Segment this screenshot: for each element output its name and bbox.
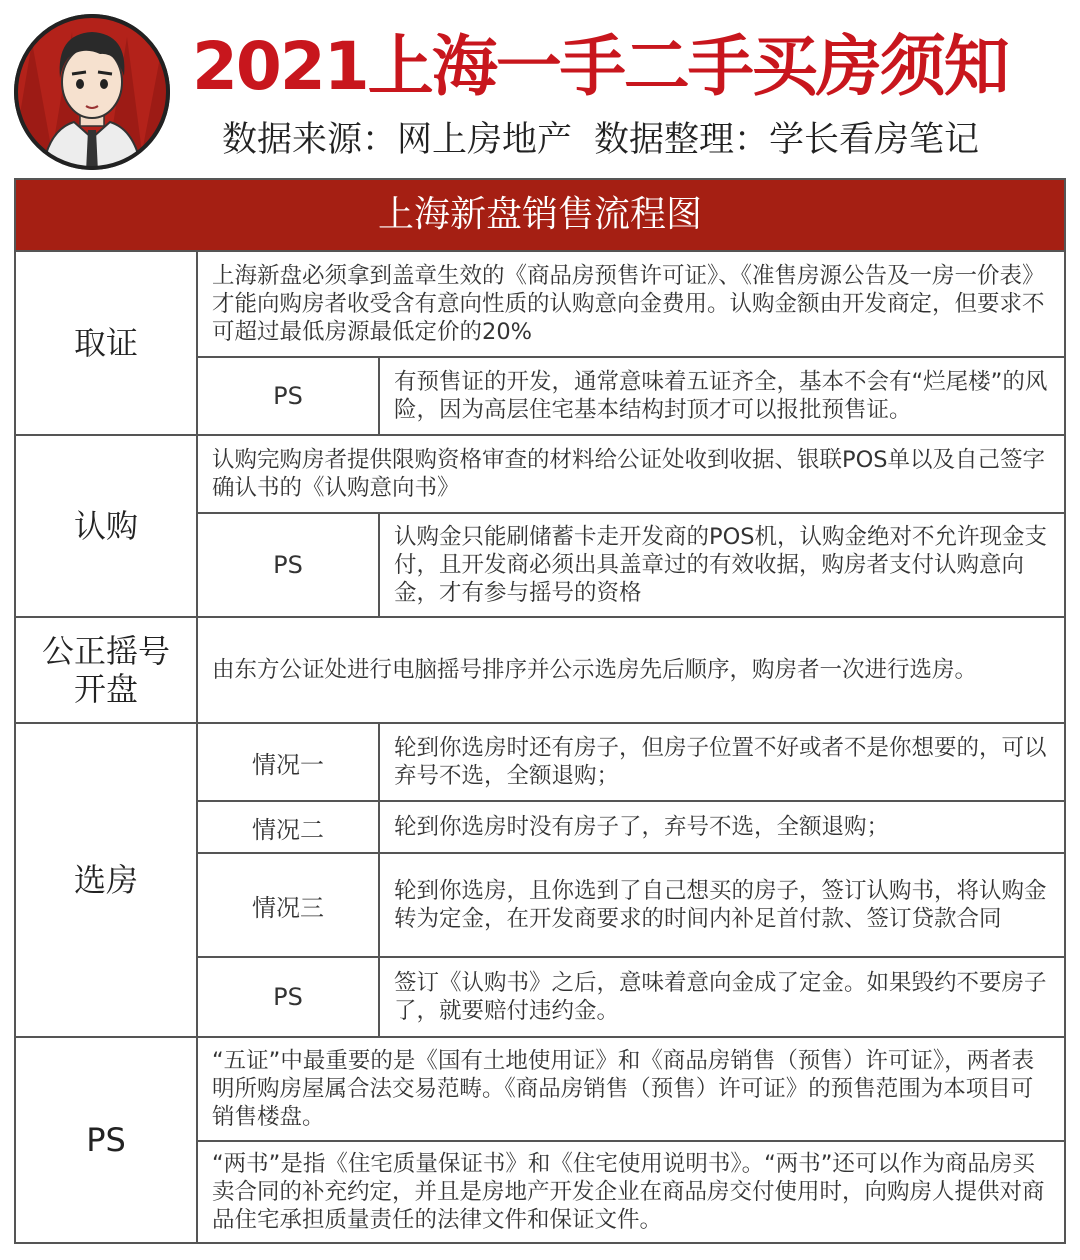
page-subtitle [222,112,1072,168]
section-text-yaohao: 由东方公证处进行电脑摇号排序并公示选房先后顺序，购房者一次进行选房。 [198,616,1064,722]
case-text-1: 轮到你选房时还有房子，但房子位置不好或者不是你想要的，可以弃号不选，全额退购； [380,722,1064,800]
table-banner: 上海新盘销售流程图 [16,180,1064,250]
ps-text-quzheng: 有预售证的开发，通常意味着五证齐全，基本不会有“烂尾楼”的风险，因为高层住宅基本结构封顶才可以报批预售证。 [380,356,1064,434]
case-label-2: 情况二 [198,800,380,852]
case-text-ps: 签订《认购书》之后，意味着意向金成了定金。如果毁约不要房子了，就要赔付违约金。 [380,956,1064,1036]
page-title: 2021上海一手二手买房须知 [192,28,1008,105]
subtitle-source: 数据来源：网上房地产 [222,120,573,160]
section-label-yaohao: 公正摇号开盘 [16,616,198,722]
ps-note-five-certificates: “五证”中最重要的是《国有土地使用证》和《商品房销售（预售）许可证》，两者表明所购房屋属合法交易范畴。《商品房销售（预售）许可证》的预售范围为本项目可销售楼盘。 [198,1036,1064,1140]
case-label-ps: PS [198,956,380,1036]
case-text-3: 轮到你选房，且你选到了自己想买的房子，签订认购书，将认购金转为定金，在开发商要求的时间内补足首付款、签订贷款合同 [380,852,1064,956]
subtitle-editor: 数据整理：学长看房笔记 [594,120,980,160]
ps-label-rengou: PS [198,512,380,616]
section-text-rengou: 认购完购房者提供限购资格审查的材料给公证处收到收据、银联POS单以及自己签字确认书的《认购意向书》 [198,434,1064,512]
sales-process-table [14,178,1066,1244]
section-label-ps: PS [16,1036,198,1242]
section-label-xuanfang: 选房 [16,722,198,1036]
ps-label-quzheng: PS [198,356,380,434]
section-label-quzheng: 取证 [16,250,198,434]
case-text-2: 轮到你选房时没有房子了，弃号不选，全额退购； [380,800,1064,852]
section-label-rengou: 认购 [16,434,198,616]
ps-note-two-books: “两书”是指《住宅质量保证书》和《住宅使用说明书》。“两书”还可以作为商品房买卖合同的补充约定，并且是房地产开发企业在商品房交付使用时，向购房人提供对商品住宅承担质量责任的法律文件和保证文件。 [198,1140,1064,1242]
ps-text-rengou: 认购金只能刷储蓄卡走开发商的POS机，认购金绝对不允许现金支付，且开发商必须出具盖章过的有效收据，购房者支付认购意向金，才有参与摇号的资格 [380,512,1064,616]
section-text-quzheng: 上海新盘必须拿到盖章生效的《商品房预售许可证》、《准售房源公告及一房一价表》才能向购房者收受含有意向性质的认购意向金费用。认购金额由开发商定，但要求不可超过最低房源最低定价的20% [198,250,1064,356]
case-label-3: 情况三 [198,852,380,956]
avatar [12,12,172,172]
case-label-1: 情况一 [198,722,380,800]
